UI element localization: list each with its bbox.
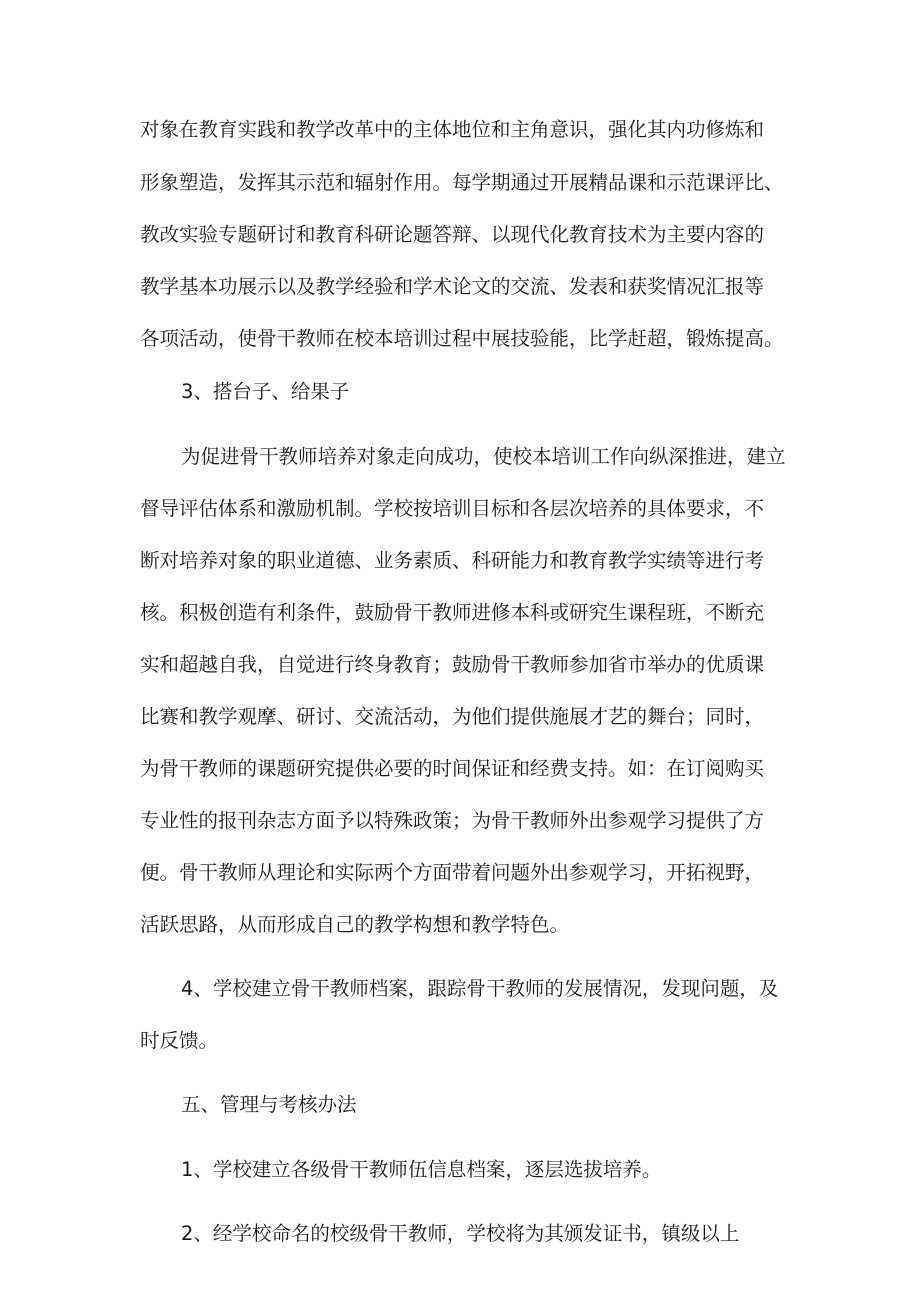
- paragraph-line: 教学基本功展示以及教学经验和学术论文的交流、发表和获奖情况汇报等: [140, 275, 765, 298]
- paragraph-line: 专业性的报刊杂志方面予以特殊政策；为骨干教师外出参观学习提供了方: [140, 809, 765, 832]
- list-item-line: 2、经学校命名的校级骨干教师，学校将为其颁发证书，镇级以上: [181, 1222, 740, 1245]
- paragraph-line: 比赛和教学观摩、研讨、交流活动，为他们提供施展才艺的舞台；同时，: [140, 705, 765, 728]
- paragraph-line: 教改实验专题研讨和教育科研论题答辩、以现代化教育技术为主要内容的: [140, 223, 765, 246]
- list-item-line: 4、学校建立骨干教师档案，跟踪骨干教师的发展情况，发现问题，及: [181, 977, 779, 1000]
- paragraph-line: 便。骨干教师从理论和实际两个方面带着问题外出参观学习，开拓视野，: [140, 861, 765, 884]
- paragraph-line: 为促进骨干教师培养对象走向成功，使校本培训工作向纵深推进，建立: [181, 445, 786, 468]
- paragraph-line: 形象塑造，发挥其示范和辐射作用。每学期通过开展精品课和示范课评比、: [140, 171, 784, 194]
- paragraph-line: 断对培养对象的职业道德、业务素质、科研能力和教育教学实绩等进行考: [140, 549, 765, 572]
- paragraph-line: 对象在教育实践和教学改革中的主体地位和主角意识，强化其内功修炼和: [140, 118, 765, 141]
- paragraph-line: 活跃思路，从而形成自己的教学构想和教学特色。: [140, 913, 570, 936]
- paragraph-line: 实和超越自我，自觉进行终身教育；鼓励骨干教师参加省市举办的优质课: [140, 653, 765, 676]
- paragraph-line: 各项活动，使骨干教师在校本培训过程中展技验能，比学赶超，锻炼提高。: [140, 327, 784, 350]
- paragraph-line: 督导评估体系和激励机制。学校按培训目标和各层次培养的具体要求，不: [140, 497, 765, 520]
- paragraph-line: 为骨干教师的课题研究提供必要的时间保证和经费支持。如：在订阅购买: [140, 757, 765, 780]
- section-heading: 3、搭台子、给果子: [181, 380, 350, 403]
- list-item-line: 时反馈。: [140, 1029, 219, 1052]
- section-heading: 五、管理与考核办法: [181, 1093, 357, 1116]
- list-item-line: 1、学校建立各级骨干教师伍信息档案，逐层选拔培养。: [181, 1158, 662, 1181]
- paragraph-line: 核。积极创造有利条件，鼓励骨干教师进修本科或研究生课程班，不断充: [140, 601, 765, 624]
